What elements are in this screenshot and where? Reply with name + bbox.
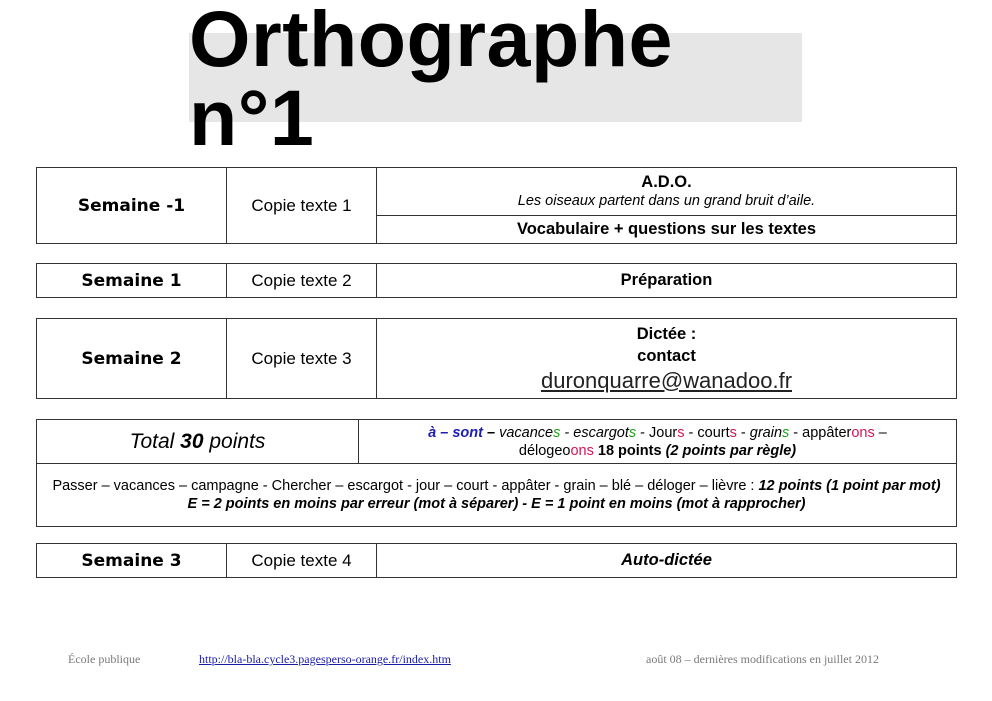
- copy-label: Copie texte 4: [227, 544, 377, 578]
- ado-sentence: Les oiseaux partent dans un grand bruit d’aile.: [517, 192, 816, 209]
- footer-school: École publique: [68, 652, 141, 666]
- total-block: [36, 419, 957, 527]
- ado-heading: A.D.O.: [641, 172, 692, 191]
- dictee-heading: Dictée :: [636, 324, 697, 343]
- total-label: Total 30 points: [37, 420, 359, 464]
- week2-block: [36, 318, 957, 399]
- contact-label: contact: [637, 346, 696, 365]
- week1-block: [36, 263, 957, 298]
- auto-dictee-task: Auto-dictée: [377, 544, 957, 578]
- copy-label: Copie texte 1: [227, 168, 377, 244]
- week-label: Semaine 2: [37, 319, 227, 399]
- word-points: 12 points (1 point par mot): [758, 478, 941, 494]
- week3-block: [36, 543, 957, 578]
- footer-link[interactable]: http://bla-bla.cycle3.pagesperso-orange.fr/index.htm: [199, 652, 451, 666]
- rules-cell: à – sont – vacances - escargots - Jours - courts - grains - appâterons – délogeoons 18 points (2 points par règle): [359, 420, 957, 464]
- copy-label: Copie texte 2: [227, 264, 377, 298]
- page-title-box: [189, 0, 802, 162]
- contact-email-link[interactable]: duronquarre@wanadoo.fr: [540, 367, 793, 393]
- copy-label: Copie texte 3: [227, 319, 377, 399]
- week-minus1-block: [36, 167, 957, 244]
- week-label: Semaine -1: [37, 168, 227, 244]
- page-title: Orthographe n°1: [189, 0, 673, 162]
- footer-date: août 08 – dernières modifications en juillet 2012: [646, 652, 879, 666]
- vocab-task: Vocabulaire + questions sur les textes: [377, 216, 957, 244]
- week-label: Semaine 3: [37, 544, 227, 578]
- words-cell: [37, 464, 957, 527]
- preparation-task: Préparation: [377, 264, 957, 298]
- word-list: Passer – vacances – campagne - Chercher – escargot - jour – court - appâter - grain – blé – déloger – lièvre :: [52, 478, 759, 494]
- footer-link-wrap: [199, 652, 451, 667]
- week-label: Semaine 1: [37, 264, 227, 298]
- error-rules: E = 2 points en moins par erreur (mot à séparer) - E = 1 point en moins (mot à rapprocher): [187, 496, 806, 512]
